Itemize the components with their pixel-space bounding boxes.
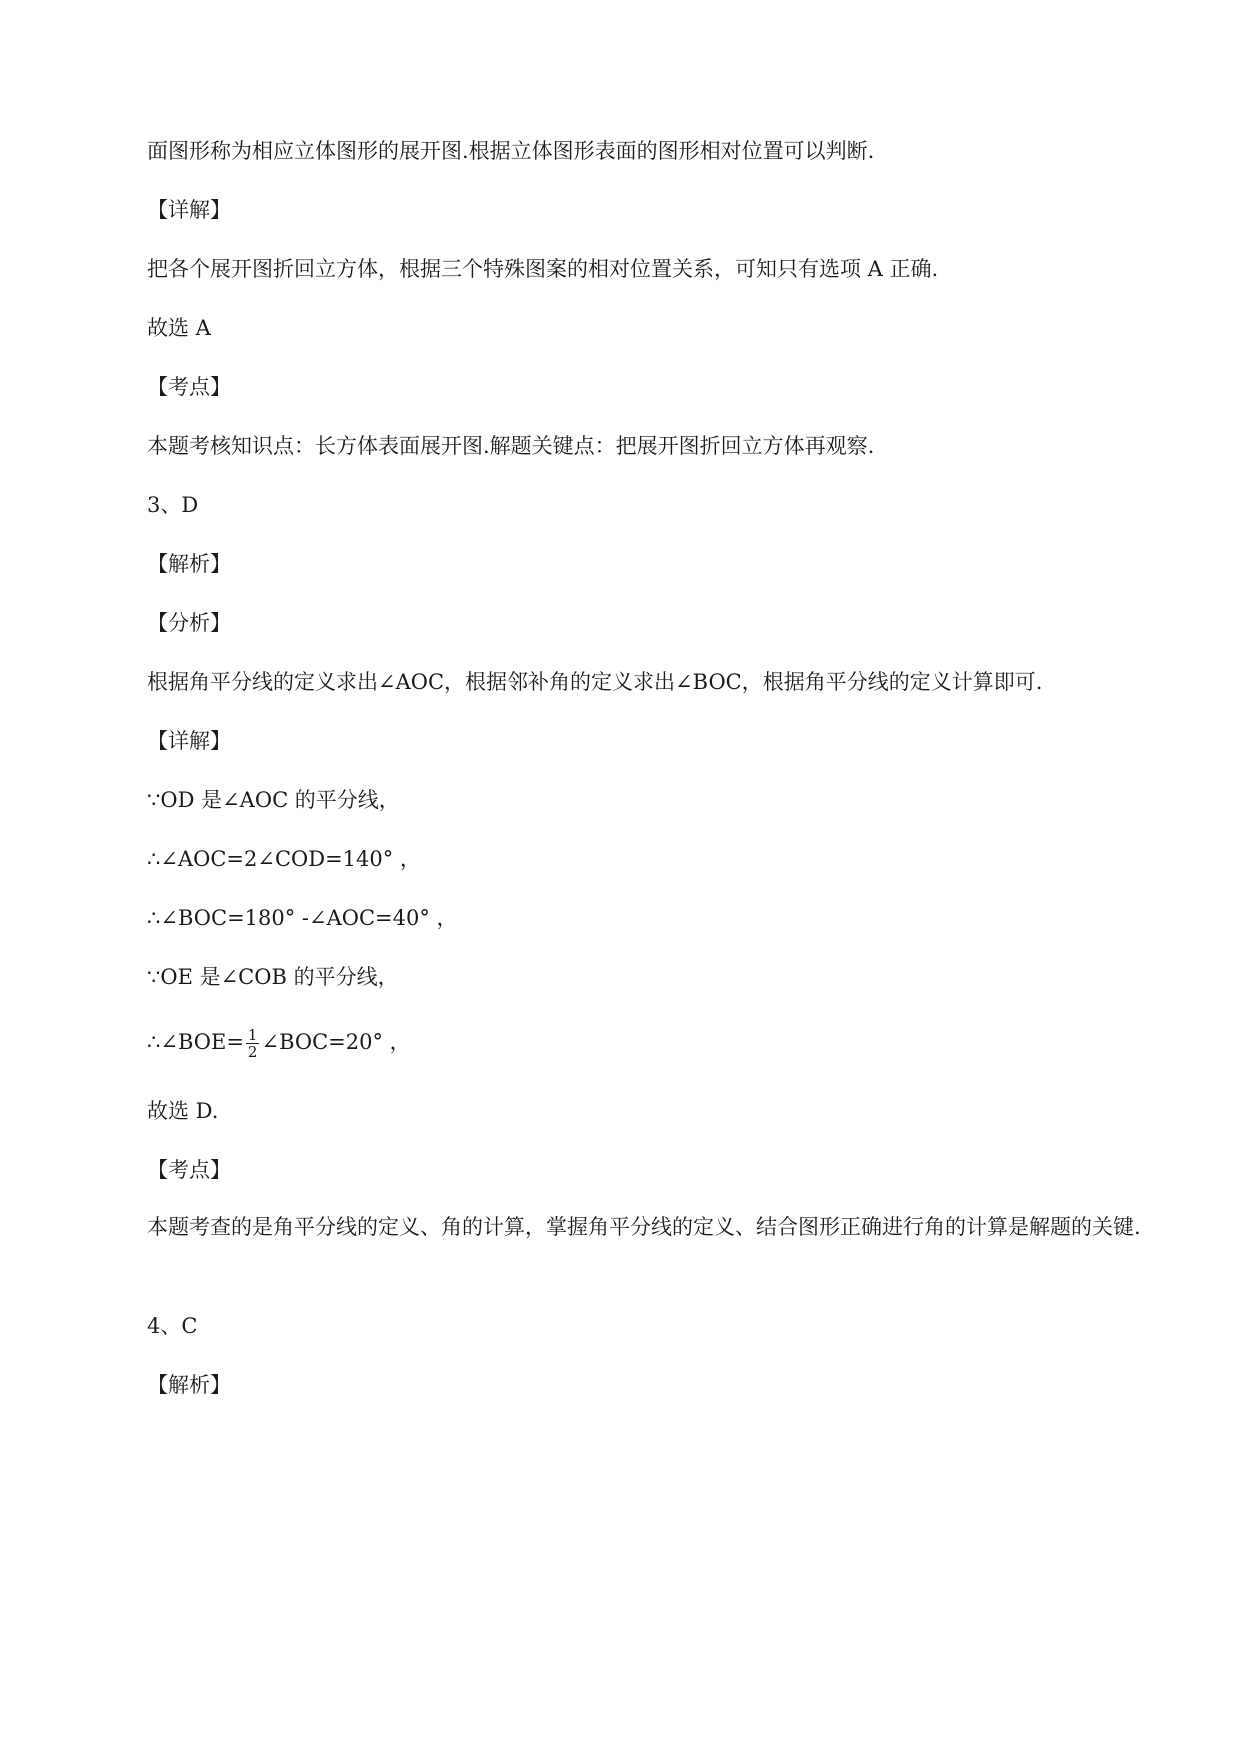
fraction — [246, 1027, 260, 1060]
section-heading-point: 【考点】 — [147, 1158, 231, 1182]
intro-text: 面图形称为相应立体图形的展开图.根据立体图形表面的图形相对位置可以判断. — [147, 139, 875, 163]
point-text: 本题考核知识点：长方体表面展开图.解题关键点：把展开图折回立方体再观察. — [147, 434, 875, 458]
formula-before: ∴∠BOE= — [147, 1030, 244, 1054]
proof-line: ∴∠BOC=180° -∠AOC=40° ， — [147, 906, 458, 930]
answer-text: 故选 D. — [147, 1099, 219, 1123]
section-heading-point: 【考点】 — [147, 375, 231, 399]
section-heading-fenxi: 【分析】 — [147, 611, 231, 635]
fraction-denominator: 2 — [247, 1043, 258, 1061]
section-heading-detail: 【详解】 — [147, 729, 231, 753]
proof-line: ∵OE 是∠COB 的平分线， — [147, 965, 399, 989]
proof-line-fraction — [147, 1025, 1153, 1060]
section-heading-analysis: 【解析】 — [147, 552, 231, 576]
analysis-text: 根据角平分线的定义求出∠AOC，根据邻补角的定义求出∠BOC，根据角平分线的定义计算即可. — [147, 670, 1043, 694]
formula-after: ∠BOC=20° ， — [261, 1030, 411, 1054]
point-text: 本题考查的是角平分线的定义、角的计算，掌握角平分线的定义、结合图形正确进行角的计算是解题的关键. — [147, 1215, 1141, 1239]
proof-line: ∵OD 是∠AOC 的平分线， — [147, 788, 400, 812]
section-heading-detail: 【详解】 — [147, 198, 231, 222]
fraction-numerator: 1 — [247, 1026, 258, 1044]
section-heading-analysis: 【解析】 — [147, 1373, 231, 1397]
answer-text: 故选 A — [147, 316, 211, 340]
question-number: 4、C — [147, 1314, 198, 1338]
question-number: 3、D — [147, 493, 199, 517]
proof-line: ∴∠AOC=2∠COD=140° ， — [147, 847, 421, 871]
detail-text: 把各个展开图折回立方体，根据三个特殊图案的相对位置关系，可知只有选项 A 正确. — [147, 257, 939, 281]
